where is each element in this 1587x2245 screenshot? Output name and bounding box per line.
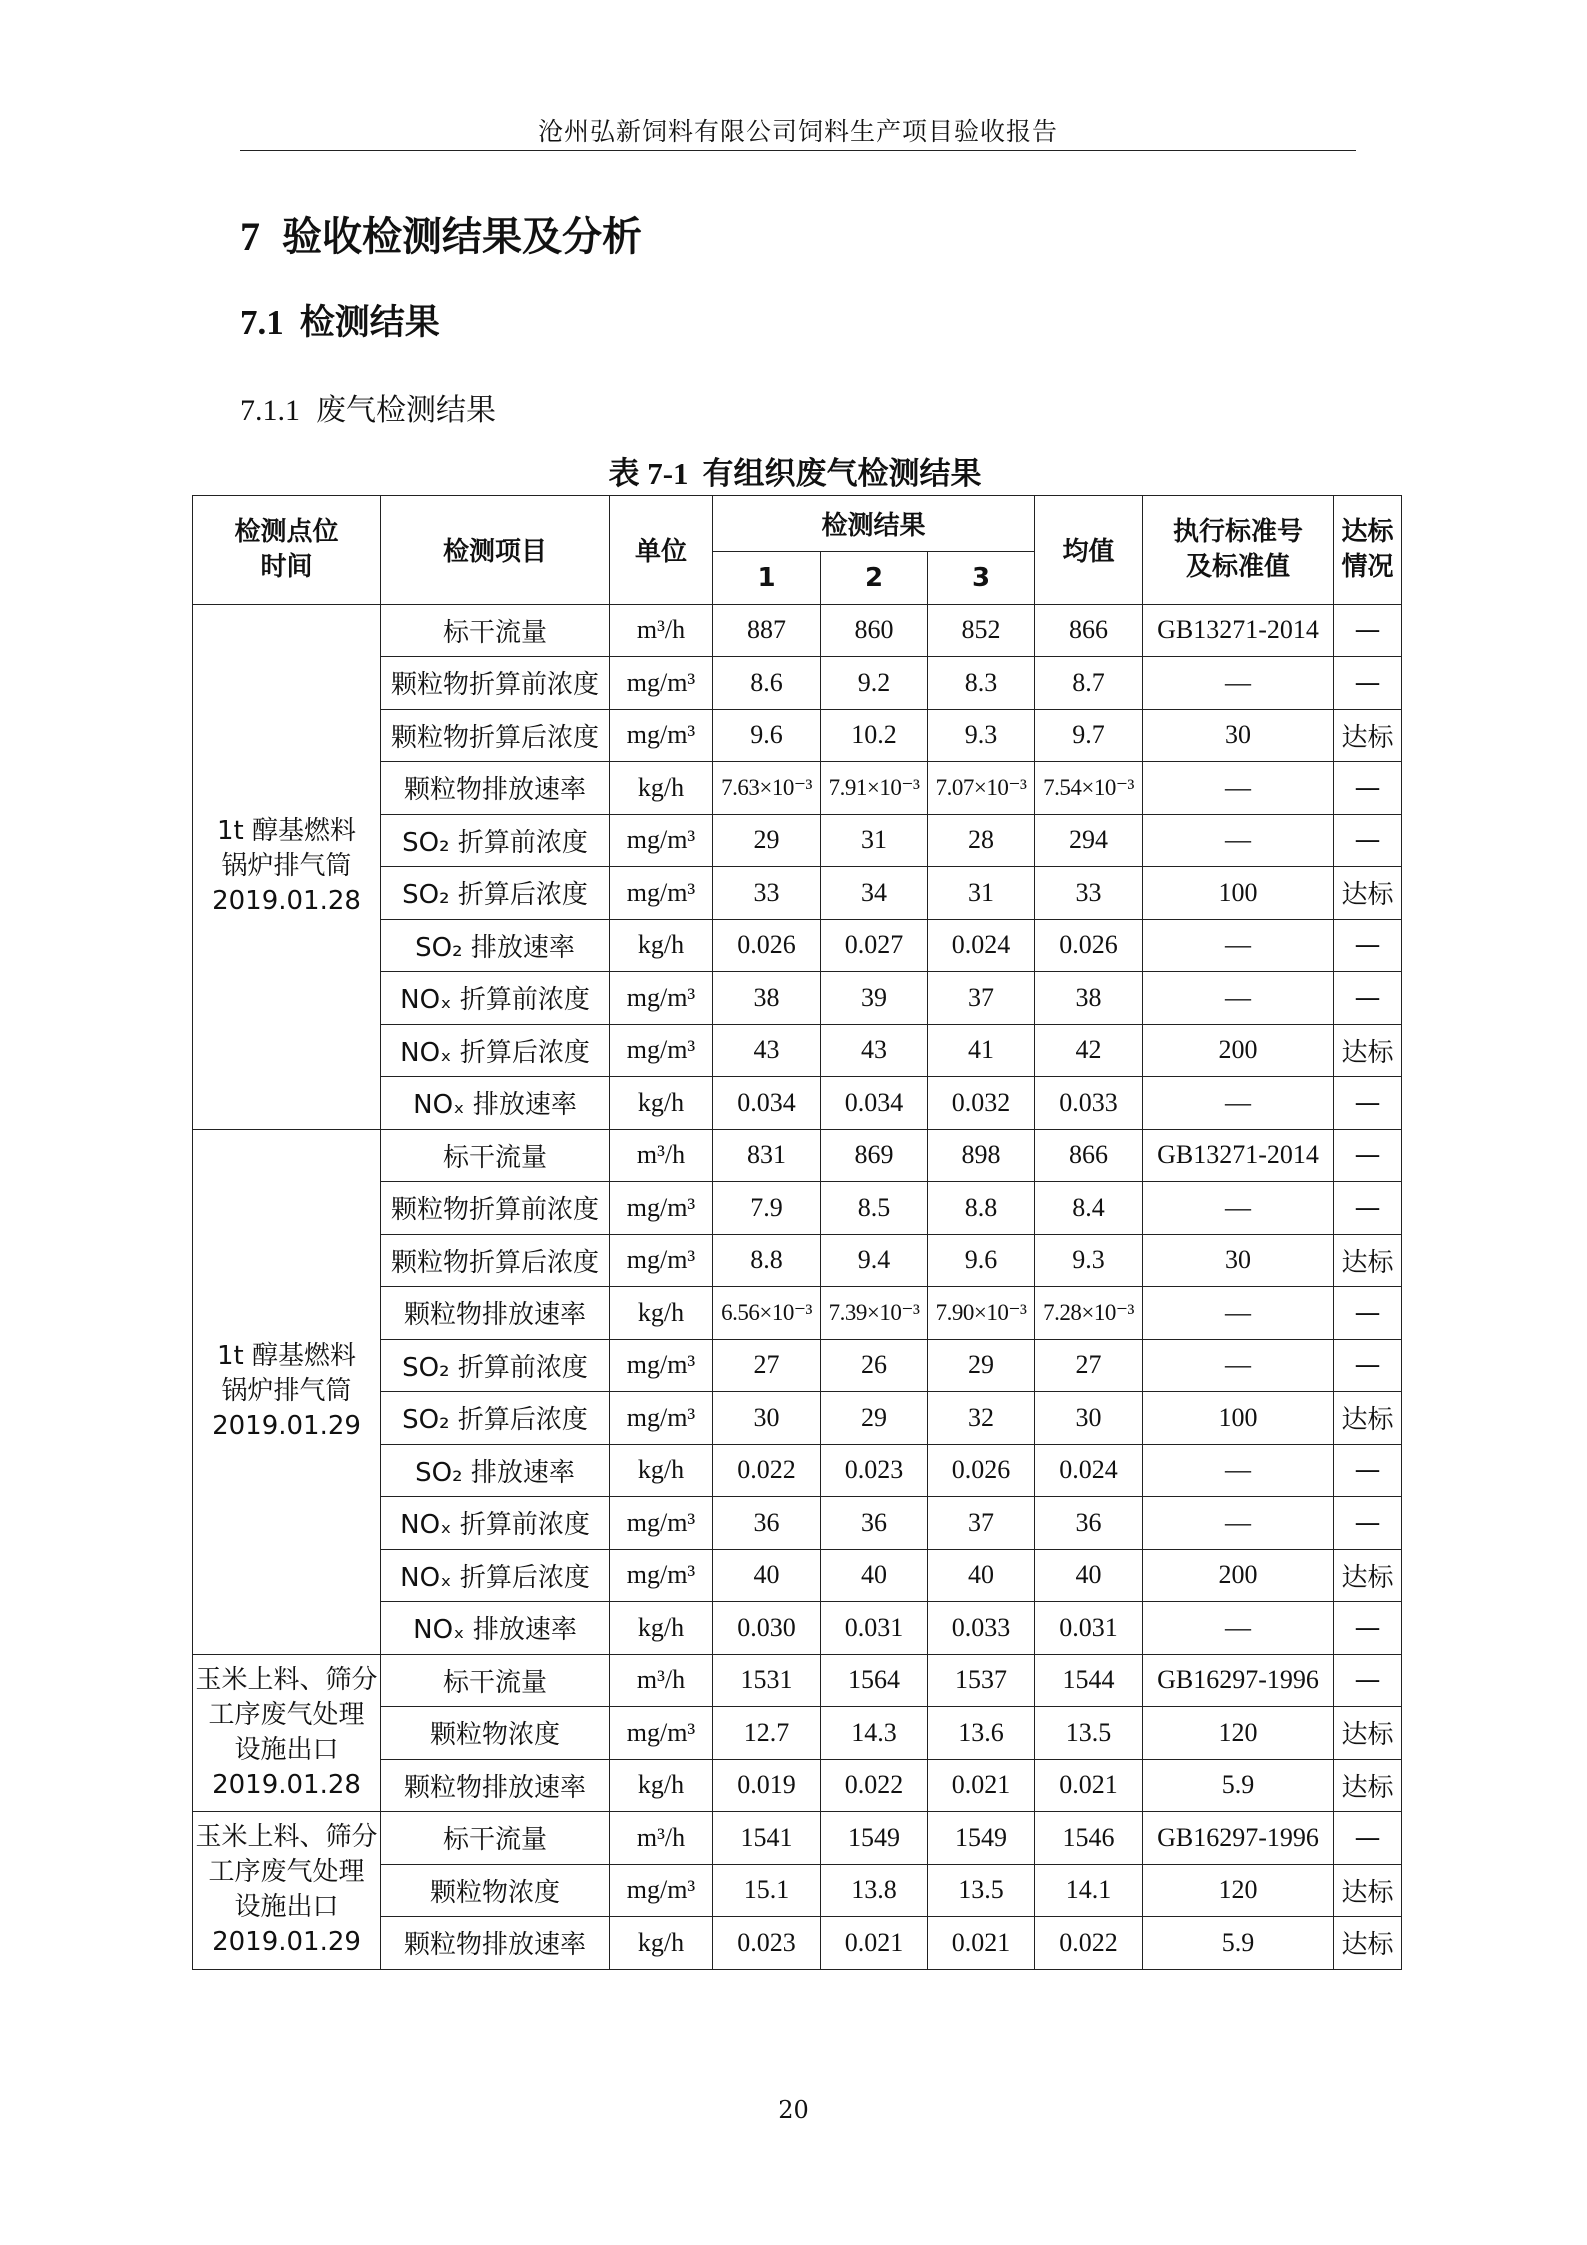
result-1-cell: 33 bbox=[713, 867, 821, 920]
mean-cell: 0.031 bbox=[1035, 1602, 1143, 1655]
unit-cell: m³/h bbox=[610, 1812, 713, 1865]
result-3-cell: 8.3 bbox=[928, 657, 1035, 710]
unit-cell: mg/m³ bbox=[610, 1549, 713, 1602]
result-3-cell: 1549 bbox=[928, 1812, 1035, 1865]
mean-cell: 9.7 bbox=[1035, 709, 1143, 762]
mean-cell: 14.1 bbox=[1035, 1864, 1143, 1917]
mean-cell: 294 bbox=[1035, 814, 1143, 867]
result-3-cell: 852 bbox=[928, 604, 1035, 657]
item-cell: 颗粒物折算前浓度 bbox=[381, 1182, 610, 1235]
mean-cell: 0.026 bbox=[1035, 919, 1143, 972]
status-cell: 达标 bbox=[1334, 1234, 1402, 1287]
status-cell: — bbox=[1334, 1182, 1402, 1235]
standard-cell: 100 bbox=[1143, 1392, 1334, 1445]
result-2-cell: 0.027 bbox=[821, 919, 928, 972]
status-cell: — bbox=[1334, 1287, 1402, 1340]
status-cell: — bbox=[1334, 1129, 1402, 1182]
header-location: 检测点位 时间 bbox=[193, 496, 381, 605]
result-3-cell: 31 bbox=[928, 867, 1035, 920]
standard-cell: GB16297-1996 bbox=[1143, 1654, 1334, 1707]
result-2-cell: 7.91×10⁻³ bbox=[821, 762, 928, 815]
item-cell: NOₓ 折算后浓度 bbox=[381, 1024, 610, 1077]
unit-cell: kg/h bbox=[610, 1759, 713, 1812]
table-row bbox=[193, 1812, 1402, 1865]
page-header: 沧州弘新饲料有限公司饲料生产项目验收报告 bbox=[537, 117, 1058, 146]
result-2-cell: 14.3 bbox=[821, 1707, 928, 1760]
item-cell: 颗粒物排放速率 bbox=[381, 1917, 610, 1970]
status-cell: — bbox=[1334, 1602, 1402, 1655]
result-3-cell: 37 bbox=[928, 1497, 1035, 1550]
result-2-cell: 39 bbox=[821, 972, 928, 1025]
standard-cell: — bbox=[1143, 814, 1334, 867]
unit-cell: mg/m³ bbox=[610, 814, 713, 867]
result-1-cell: 7.9 bbox=[713, 1182, 821, 1235]
status-cell: — bbox=[1334, 1812, 1402, 1865]
mean-cell: 1544 bbox=[1035, 1654, 1143, 1707]
result-2-cell: 1549 bbox=[821, 1812, 928, 1865]
unit-cell: mg/m³ bbox=[610, 1707, 713, 1760]
mean-cell: 9.3 bbox=[1035, 1234, 1143, 1287]
result-2-cell: 7.39×10⁻³ bbox=[821, 1287, 928, 1340]
subsubsection-heading bbox=[240, 385, 496, 429]
unit-cell: mg/m³ bbox=[610, 1864, 713, 1917]
result-1-cell: 40 bbox=[713, 1549, 821, 1602]
unit-cell: mg/m³ bbox=[610, 867, 713, 920]
header-results: 检测结果 bbox=[713, 496, 1035, 552]
status-cell: 达标 bbox=[1334, 1392, 1402, 1445]
result-1-cell: 1541 bbox=[713, 1812, 821, 1865]
status-cell: — bbox=[1334, 1339, 1402, 1392]
header-standard: 执行标准号 及标准值 bbox=[1143, 496, 1334, 605]
result-1-cell: 8.6 bbox=[713, 657, 821, 710]
unit-cell: kg/h bbox=[610, 1444, 713, 1497]
unit-cell: kg/h bbox=[610, 1287, 713, 1340]
result-1-cell: 30 bbox=[713, 1392, 821, 1445]
result-3-cell: 40 bbox=[928, 1549, 1035, 1602]
result-2-cell: 1564 bbox=[821, 1654, 928, 1707]
results-table bbox=[192, 495, 1402, 1970]
result-2-cell: 43 bbox=[821, 1024, 928, 1077]
monitoring-location-cell: 1t 醇基燃料 锅炉排气筒 2019.01.28 bbox=[193, 604, 381, 1129]
item-cell: 标干流量 bbox=[381, 1129, 610, 1182]
result-3-cell: 0.026 bbox=[928, 1444, 1035, 1497]
result-3-cell: 9.6 bbox=[928, 1234, 1035, 1287]
item-cell: SO₂ 排放速率 bbox=[381, 919, 610, 972]
result-1-cell: 9.6 bbox=[713, 709, 821, 762]
result-1-cell: 0.026 bbox=[713, 919, 821, 972]
mean-cell: 866 bbox=[1035, 604, 1143, 657]
result-1-cell: 8.8 bbox=[713, 1234, 821, 1287]
mean-cell: 38 bbox=[1035, 972, 1143, 1025]
result-1-cell: 12.7 bbox=[713, 1707, 821, 1760]
status-cell: 达标 bbox=[1334, 1549, 1402, 1602]
mean-cell: 7.54×10⁻³ bbox=[1035, 762, 1143, 815]
item-cell: NOₓ 折算后浓度 bbox=[381, 1549, 610, 1602]
item-cell: NOₓ 折算前浓度 bbox=[381, 972, 610, 1025]
result-3-cell: 0.024 bbox=[928, 919, 1035, 972]
result-3-cell: 898 bbox=[928, 1129, 1035, 1182]
unit-cell: mg/m³ bbox=[610, 1392, 713, 1445]
result-1-cell: 7.63×10⁻³ bbox=[713, 762, 821, 815]
item-cell: 颗粒物折算前浓度 bbox=[381, 657, 610, 710]
status-cell: 达标 bbox=[1334, 1864, 1402, 1917]
result-1-cell: 887 bbox=[713, 604, 821, 657]
item-cell: SO₂ 折算后浓度 bbox=[381, 867, 610, 920]
status-cell: — bbox=[1334, 919, 1402, 972]
item-cell: 标干流量 bbox=[381, 604, 610, 657]
header-item: 检测项目 bbox=[381, 496, 610, 605]
result-2-cell: 0.021 bbox=[821, 1917, 928, 1970]
status-cell: 达标 bbox=[1334, 1917, 1402, 1970]
standard-cell: 100 bbox=[1143, 867, 1334, 920]
result-1-cell: 43 bbox=[713, 1024, 821, 1077]
header-result-2: 2 bbox=[821, 552, 928, 605]
result-1-cell: 0.030 bbox=[713, 1602, 821, 1655]
item-cell: SO₂ 折算前浓度 bbox=[381, 1339, 610, 1392]
standard-cell: — bbox=[1143, 1287, 1334, 1340]
standard-cell: — bbox=[1143, 762, 1334, 815]
mean-cell: 0.022 bbox=[1035, 1917, 1143, 1970]
item-cell: 颗粒物折算后浓度 bbox=[381, 1234, 610, 1287]
mean-cell: 40 bbox=[1035, 1549, 1143, 1602]
standard-cell: GB13271-2014 bbox=[1143, 1129, 1334, 1182]
result-1-cell: 6.56×10⁻³ bbox=[713, 1287, 821, 1340]
status-cell: — bbox=[1334, 1654, 1402, 1707]
item-cell: NOₓ 排放速率 bbox=[381, 1077, 610, 1130]
mean-cell: 866 bbox=[1035, 1129, 1143, 1182]
result-1-cell: 38 bbox=[713, 972, 821, 1025]
result-3-cell: 13.6 bbox=[928, 1707, 1035, 1760]
header-unit: 单位 bbox=[610, 496, 713, 605]
status-cell: — bbox=[1334, 604, 1402, 657]
item-cell: 颗粒物排放速率 bbox=[381, 762, 610, 815]
unit-cell: kg/h bbox=[610, 1917, 713, 1970]
mean-cell: 0.033 bbox=[1035, 1077, 1143, 1130]
section-title: 验收检测结果及分析 bbox=[282, 214, 642, 260]
item-cell: SO₂ 排放速率 bbox=[381, 1444, 610, 1497]
result-2-cell: 10.2 bbox=[821, 709, 928, 762]
result-1-cell: 831 bbox=[713, 1129, 821, 1182]
status-cell: 达标 bbox=[1334, 1707, 1402, 1760]
standard-cell: 5.9 bbox=[1143, 1759, 1334, 1812]
unit-cell: kg/h bbox=[610, 1077, 713, 1130]
section-number: 7 bbox=[240, 214, 260, 259]
standard-cell: GB13271-2014 bbox=[1143, 604, 1334, 657]
unit-cell: mg/m³ bbox=[610, 1497, 713, 1550]
unit-cell: m³/h bbox=[610, 604, 713, 657]
standard-cell: 200 bbox=[1143, 1024, 1334, 1077]
page-number: 20 bbox=[778, 2096, 809, 2124]
standard-cell: — bbox=[1143, 1077, 1334, 1130]
result-2-cell: 40 bbox=[821, 1549, 928, 1602]
table-row bbox=[193, 1654, 1402, 1707]
result-3-cell: 0.021 bbox=[928, 1759, 1035, 1812]
mean-cell: 1546 bbox=[1035, 1812, 1143, 1865]
standard-cell: 30 bbox=[1143, 709, 1334, 762]
result-2-cell: 26 bbox=[821, 1339, 928, 1392]
mean-cell: 8.7 bbox=[1035, 657, 1143, 710]
result-2-cell: 0.031 bbox=[821, 1602, 928, 1655]
unit-cell: kg/h bbox=[610, 919, 713, 972]
table-row bbox=[193, 604, 1402, 657]
mean-cell: 13.5 bbox=[1035, 1707, 1143, 1760]
mean-cell: 27 bbox=[1035, 1339, 1143, 1392]
item-cell: SO₂ 折算后浓度 bbox=[381, 1392, 610, 1445]
result-2-cell: 860 bbox=[821, 604, 928, 657]
result-2-cell: 9.4 bbox=[821, 1234, 928, 1287]
result-2-cell: 29 bbox=[821, 1392, 928, 1445]
standard-cell: 200 bbox=[1143, 1549, 1334, 1602]
status-cell: — bbox=[1334, 1497, 1402, 1550]
result-1-cell: 0.034 bbox=[713, 1077, 821, 1130]
result-1-cell: 0.023 bbox=[713, 1917, 821, 1970]
result-3-cell: 41 bbox=[928, 1024, 1035, 1077]
item-cell: NOₓ 排放速率 bbox=[381, 1602, 610, 1655]
header-mean: 均值 bbox=[1035, 496, 1143, 605]
status-cell: — bbox=[1334, 657, 1402, 710]
unit-cell: mg/m³ bbox=[610, 1182, 713, 1235]
table-row bbox=[193, 1129, 1402, 1182]
standard-cell: — bbox=[1143, 657, 1334, 710]
result-2-cell: 36 bbox=[821, 1497, 928, 1550]
standard-cell: — bbox=[1143, 1497, 1334, 1550]
unit-cell: kg/h bbox=[610, 1602, 713, 1655]
status-cell: — bbox=[1334, 972, 1402, 1025]
item-cell: 颗粒物浓度 bbox=[381, 1707, 610, 1760]
subsubsection-title: 废气检测结果 bbox=[316, 393, 496, 428]
mean-cell: 42 bbox=[1035, 1024, 1143, 1077]
result-3-cell: 7.07×10⁻³ bbox=[928, 762, 1035, 815]
table-number: 表 7-1 bbox=[608, 456, 689, 491]
monitoring-location-cell: 1t 醇基燃料 锅炉排气筒 2019.01.29 bbox=[193, 1129, 381, 1654]
unit-cell: m³/h bbox=[610, 1129, 713, 1182]
monitoring-location-cell: 玉米上料、筛分 工序废气处理 设施出口 2019.01.29 bbox=[193, 1812, 381, 1970]
mean-cell: 0.021 bbox=[1035, 1759, 1143, 1812]
result-3-cell: 29 bbox=[928, 1339, 1035, 1392]
item-cell: 标干流量 bbox=[381, 1812, 610, 1865]
item-cell: 颗粒物排放速率 bbox=[381, 1287, 610, 1340]
result-1-cell: 1531 bbox=[713, 1654, 821, 1707]
table-body bbox=[193, 604, 1402, 1969]
standard-cell: — bbox=[1143, 919, 1334, 972]
result-1-cell: 36 bbox=[713, 1497, 821, 1550]
result-3-cell: 7.90×10⁻³ bbox=[928, 1287, 1035, 1340]
status-cell: — bbox=[1334, 814, 1402, 867]
result-2-cell: 0.022 bbox=[821, 1759, 928, 1812]
standard-cell: — bbox=[1143, 972, 1334, 1025]
result-1-cell: 29 bbox=[713, 814, 821, 867]
result-2-cell: 869 bbox=[821, 1129, 928, 1182]
unit-cell: mg/m³ bbox=[610, 1024, 713, 1077]
standard-cell: 120 bbox=[1143, 1707, 1334, 1760]
result-3-cell: 0.021 bbox=[928, 1917, 1035, 1970]
header-result-1: 1 bbox=[713, 552, 821, 605]
mean-cell: 33 bbox=[1035, 867, 1143, 920]
result-2-cell: 31 bbox=[821, 814, 928, 867]
standard-cell: 30 bbox=[1143, 1234, 1334, 1287]
standard-cell: GB16297-1996 bbox=[1143, 1812, 1334, 1865]
status-cell: 达标 bbox=[1334, 709, 1402, 762]
header-status: 达标 情况 bbox=[1334, 496, 1402, 605]
standard-cell: — bbox=[1143, 1182, 1334, 1235]
status-cell: 达标 bbox=[1334, 1759, 1402, 1812]
item-cell: 颗粒物浓度 bbox=[381, 1864, 610, 1917]
result-3-cell: 0.032 bbox=[928, 1077, 1035, 1130]
result-2-cell: 8.5 bbox=[821, 1182, 928, 1235]
item-cell: 标干流量 bbox=[381, 1654, 610, 1707]
unit-cell: m³/h bbox=[610, 1654, 713, 1707]
unit-cell: mg/m³ bbox=[610, 1234, 713, 1287]
status-cell: 达标 bbox=[1334, 1024, 1402, 1077]
result-3-cell: 32 bbox=[928, 1392, 1035, 1445]
result-2-cell: 34 bbox=[821, 867, 928, 920]
result-2-cell: 13.8 bbox=[821, 1864, 928, 1917]
item-cell: 颗粒物折算后浓度 bbox=[381, 709, 610, 762]
mean-cell: 0.024 bbox=[1035, 1444, 1143, 1497]
unit-cell: mg/m³ bbox=[610, 709, 713, 762]
mean-cell: 7.28×10⁻³ bbox=[1035, 1287, 1143, 1340]
item-cell: NOₓ 折算前浓度 bbox=[381, 1497, 610, 1550]
standard-cell: — bbox=[1143, 1602, 1334, 1655]
unit-cell: mg/m³ bbox=[610, 972, 713, 1025]
result-1-cell: 0.019 bbox=[713, 1759, 821, 1812]
subsubsection-number: 7.1.1 bbox=[240, 394, 300, 427]
section-heading bbox=[240, 205, 642, 262]
mean-cell: 36 bbox=[1035, 1497, 1143, 1550]
status-cell: — bbox=[1334, 762, 1402, 815]
table-title: 有组织废气检测结果 bbox=[702, 456, 982, 492]
mean-cell: 8.4 bbox=[1035, 1182, 1143, 1235]
header-result-3: 3 bbox=[928, 552, 1035, 605]
result-3-cell: 37 bbox=[928, 972, 1035, 1025]
result-3-cell: 8.8 bbox=[928, 1182, 1035, 1235]
header-divider bbox=[240, 150, 1356, 151]
subsection-number: 7.1 bbox=[240, 303, 284, 342]
result-1-cell: 27 bbox=[713, 1339, 821, 1392]
result-3-cell: 0.033 bbox=[928, 1602, 1035, 1655]
monitoring-location-cell: 玉米上料、筛分 工序废气处理 设施出口 2019.01.28 bbox=[193, 1654, 381, 1812]
mean-cell: 30 bbox=[1035, 1392, 1143, 1445]
unit-cell: mg/m³ bbox=[610, 657, 713, 710]
table-caption bbox=[190, 448, 1400, 493]
standard-cell: 120 bbox=[1143, 1864, 1334, 1917]
status-cell: — bbox=[1334, 1444, 1402, 1497]
result-3-cell: 9.3 bbox=[928, 709, 1035, 762]
result-2-cell: 9.2 bbox=[821, 657, 928, 710]
item-cell: 颗粒物排放速率 bbox=[381, 1759, 610, 1812]
subsection-title: 检测结果 bbox=[299, 303, 440, 343]
result-3-cell: 13.5 bbox=[928, 1864, 1035, 1917]
subsection-heading bbox=[240, 295, 440, 345]
standard-cell: 5.9 bbox=[1143, 1917, 1334, 1970]
item-cell: SO₂ 折算前浓度 bbox=[381, 814, 610, 867]
result-3-cell: 28 bbox=[928, 814, 1035, 867]
result-1-cell: 0.022 bbox=[713, 1444, 821, 1497]
status-cell: 达标 bbox=[1334, 867, 1402, 920]
result-1-cell: 15.1 bbox=[713, 1864, 821, 1917]
result-3-cell: 1537 bbox=[928, 1654, 1035, 1707]
standard-cell: — bbox=[1143, 1339, 1334, 1392]
result-2-cell: 0.023 bbox=[821, 1444, 928, 1497]
standard-cell: — bbox=[1143, 1444, 1334, 1497]
status-cell: — bbox=[1334, 1077, 1402, 1130]
unit-cell: mg/m³ bbox=[610, 1339, 713, 1392]
result-2-cell: 0.034 bbox=[821, 1077, 928, 1130]
unit-cell: kg/h bbox=[610, 762, 713, 815]
